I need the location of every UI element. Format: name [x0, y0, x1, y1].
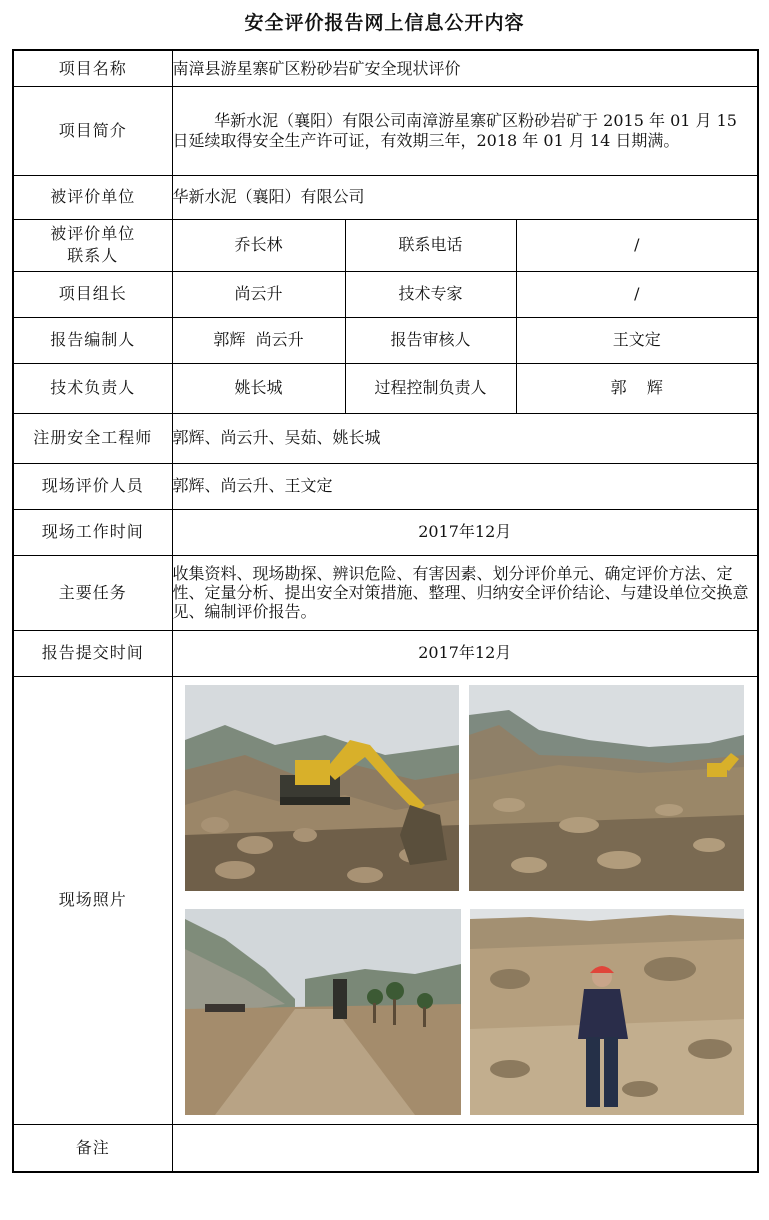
- site-photo-quarry-face: [469, 685, 744, 891]
- phone-label: 联系电话: [345, 219, 516, 271]
- report-author-label: 报告编制人: [13, 317, 172, 363]
- row-site-time: [13, 509, 758, 555]
- tech-lead-label: 技术负责人: [13, 363, 172, 413]
- row-report-author: [13, 317, 758, 363]
- project-name-label: 项目名称: [13, 50, 172, 86]
- row-contact: [13, 219, 758, 271]
- info-table: [12, 49, 759, 1173]
- row-team-leader: [13, 271, 758, 317]
- site-staff-value: 郭辉、尚云升、王文定: [172, 463, 758, 509]
- site-photo-road: [185, 909, 461, 1115]
- process-label: 过程控制负责人: [345, 363, 516, 413]
- project-name-value: 南漳县游星寨矿区粉砂岩矿安全现状评价: [172, 50, 758, 86]
- remarks-value: [172, 1124, 758, 1172]
- remarks-label: 备注: [13, 1124, 172, 1172]
- contact-label: [13, 219, 172, 271]
- team-leader-value: 尚云升: [172, 271, 345, 317]
- main-tasks-label: 主要任务: [13, 555, 172, 630]
- evaluated-unit-label: 被评价单位: [13, 175, 172, 219]
- photo-grid: [173, 677, 758, 1123]
- contact-label-line2: 联系人: [67, 246, 119, 265]
- site-photo-excavator: [185, 685, 459, 891]
- photos-label: 现场照片: [13, 676, 172, 1124]
- tech-lead-value: 姚长城: [172, 363, 345, 413]
- submit-time-label: 报告提交时间: [13, 630, 172, 676]
- team-leader-label: 项目组长: [13, 271, 172, 317]
- row-project-name: [13, 50, 758, 86]
- contact-value: 乔长林: [172, 219, 345, 271]
- row-remarks: [13, 1124, 758, 1172]
- row-site-staff: [13, 463, 758, 509]
- reviewer-value: 王文定: [516, 317, 758, 363]
- row-main-tasks: [13, 555, 758, 630]
- submit-time-value: 2017年12月: [172, 630, 758, 676]
- row-photos: [13, 676, 758, 1124]
- reviewer-label: 报告审核人: [345, 317, 516, 363]
- row-project-intro: [13, 86, 758, 175]
- project-intro-value: 华新水泥（襄阳）有限公司南漳游星寨矿区粉砂岩矿于 2015 年 01 月 15 日延续取得安全生产许可证，有效期三年，2018 年 01 月 14 日期满。: [172, 86, 758, 175]
- site-time-label: 现场工作时间: [13, 509, 172, 555]
- row-engineers: [13, 413, 758, 463]
- phone-value: /: [516, 219, 758, 271]
- site-staff-label: 现场评价人员: [13, 463, 172, 509]
- engineers-label: 注册安全工程师: [13, 413, 172, 463]
- row-tech-lead: [13, 363, 758, 413]
- process-value: 郭 辉: [516, 363, 758, 413]
- site-time-value: 2017年12月: [172, 509, 758, 555]
- evaluated-unit-value: 华新水泥（襄阳）有限公司: [172, 175, 758, 219]
- photos-cell: [172, 676, 758, 1124]
- site-photo-inspector: [470, 909, 744, 1115]
- main-tasks-value: 收集资料、现场勘探、辨识危险、有害因素、划分评价单元、确定评价方法、定性、定量分析、提出安全对策措施、整理、归纳安全评价结论、与建设单位交换意见、编制评价报告。: [172, 555, 758, 630]
- contact-label-line1: 被评价单位: [50, 224, 136, 243]
- page-title: 安全评价报告网上信息公开内容: [244, 12, 525, 34]
- row-evaluated-unit: [13, 175, 758, 219]
- report-author-value: 郭辉 尚云升: [172, 317, 345, 363]
- row-submit-time: [13, 630, 758, 676]
- expert-value: /: [516, 271, 758, 317]
- expert-label: 技术专家: [345, 271, 516, 317]
- engineers-value: 郭辉、尚云升、吴茹、姚长城: [172, 413, 758, 463]
- project-intro-label: 项目简介: [13, 86, 172, 175]
